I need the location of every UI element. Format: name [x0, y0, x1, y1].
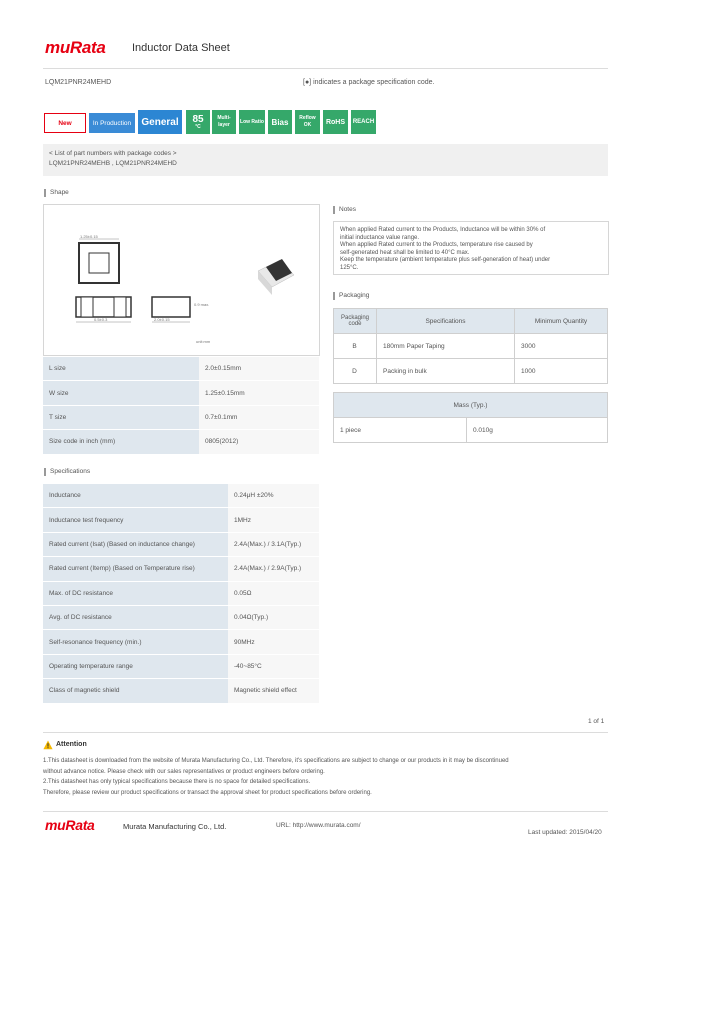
- page-number: 1 of 1: [588, 718, 605, 725]
- table-row: D Packing in bulk 1000: [334, 359, 608, 384]
- table-row: Inductance test frequency 1MHz: [43, 508, 319, 532]
- specifications-table: [43, 484, 319, 704]
- shape-drawing: [44, 205, 319, 355]
- note-line: Keep the temperature (ambient temperature plus self-generation of heat) under: [340, 257, 551, 263]
- dim-thickness-label: 0.9 max.: [194, 302, 210, 307]
- specifications-title: Specifications: [44, 468, 90, 476]
- badge-general: General: [138, 110, 182, 134]
- footer-logo: muRata: [45, 817, 95, 833]
- company-name: Murata Manufacturing Co., Ltd.: [123, 822, 227, 831]
- badge-multilayer: Multi-layer: [212, 110, 236, 134]
- badge-new: New: [44, 113, 86, 133]
- table-row: Max. of DC resistance 0.05Ω: [43, 581, 319, 605]
- part-list-box: [43, 144, 608, 176]
- part-number: LQM21PNR24MEHD: [45, 79, 112, 86]
- packaging-table: [333, 308, 608, 384]
- table-row: Class of magnetic shield Magnetic shield effect: [43, 679, 319, 703]
- package-note: [●] indicates a package specification code.: [303, 79, 435, 86]
- badge-rohs: RoHS: [323, 110, 348, 134]
- notes-title: Notes: [333, 206, 356, 214]
- size-table: [43, 357, 319, 455]
- table-row: W size 1.25±0.15mm: [43, 381, 319, 405]
- table-row: 1 piece 0.010g: [334, 418, 608, 443]
- table-row: B 180mm Paper Taping 3000: [334, 334, 608, 359]
- table-row: Rated current (Isat) (Based on inductance change) 2.4A(Max.) / 3.1A(Typ.): [43, 532, 319, 556]
- murata-logo: muRata: [45, 38, 106, 57]
- badge-reflow-ok: Reflow OK: [295, 110, 320, 134]
- note-line: 125°C.: [340, 264, 359, 271]
- note-line: When applied Rated current to the Products, Inductance will be within 30% of: [340, 227, 546, 233]
- divider: [43, 732, 608, 733]
- table-row: Inductance 0.24μH ±20%: [43, 484, 319, 508]
- table-row: Rated current (Itemp) (Based on Temperature rise) 2.4A(Max.) / 2.9A(Typ.): [43, 557, 319, 581]
- table-header-row: Packaging code Specifications Minimum Quantity: [334, 309, 608, 334]
- attention-line: Therefore, please review our product specifications or transact the approval sheet for product specifications before ordering.: [43, 789, 372, 796]
- part-list-numbers: LQM21PNR24MEHB , LQM21PNR24MEHD: [49, 160, 177, 167]
- attention-line: 2.This datasheet has only typical specifications because there is no space for detailed specifications.: [43, 779, 311, 785]
- note-line: When applied Rated current to the Products, temperature rise caused by: [340, 242, 533, 248]
- unit-label: unit:mm: [196, 339, 211, 344]
- note-line: initial inductance value range.: [340, 234, 420, 241]
- attention-title: Attention: [56, 741, 87, 748]
- company-url-link[interactable]: URL: http://www.murata.com/: [276, 822, 361, 829]
- table-header-row: Mass (Typ.): [334, 393, 608, 418]
- part-list-heading: < List of part numbers with package codes >: [49, 150, 177, 157]
- dim-length-label: 2.0±0.15: [154, 317, 170, 322]
- divider: [43, 68, 608, 69]
- shape-title: Shape: [44, 189, 69, 197]
- page-title: Inductor Data Sheet: [132, 42, 230, 54]
- badge-bias: Bias: [268, 110, 292, 134]
- last-updated: Last updated: 2015/04/20: [528, 829, 602, 836]
- dim-width-label: 1.25±0.15: [80, 234, 98, 239]
- badge-reach: REACH: [351, 110, 376, 134]
- attention-line: 1.This datasheet is downloaded from the website of Murata Manufacturing Co., Ltd. Therefore, it's specifications are subject to change or our products in it may be discontinued: [43, 758, 509, 764]
- badge-in-production: In Production: [89, 113, 135, 133]
- packaging-title: Packaging: [333, 292, 369, 300]
- badge-low-ratio: Low Ratio: [239, 110, 265, 134]
- table-row: Operating temperature range -40~85°C: [43, 654, 319, 678]
- attention-line: without advance notice. Please check with our sales representatives or product engineers before ordering.: [43, 768, 325, 775]
- badge-85c: 85 °C: [186, 110, 210, 134]
- table-row: Self-resonance frequency (min.) 90MHz: [43, 630, 319, 654]
- dim-electrode-label: 0.5±0.3: [94, 317, 108, 322]
- shape-drawing-panel: [43, 204, 320, 356]
- mass-table: [333, 392, 608, 443]
- warning-icon: [43, 740, 53, 750]
- table-row: T size 0.7±0.1mm: [43, 405, 319, 429]
- table-row: L size 2.0±0.15mm: [43, 357, 319, 381]
- table-row: Size code in inch (mm) 0805(2012): [43, 430, 319, 454]
- note-line: self-generated heat shall be limited to 40°C max.: [340, 249, 470, 256]
- attention-text: [43, 756, 613, 798]
- divider: [43, 811, 608, 812]
- table-row: Avg. of DC resistance 0.04Ω(Typ.): [43, 605, 319, 629]
- notes-box: [333, 221, 609, 275]
